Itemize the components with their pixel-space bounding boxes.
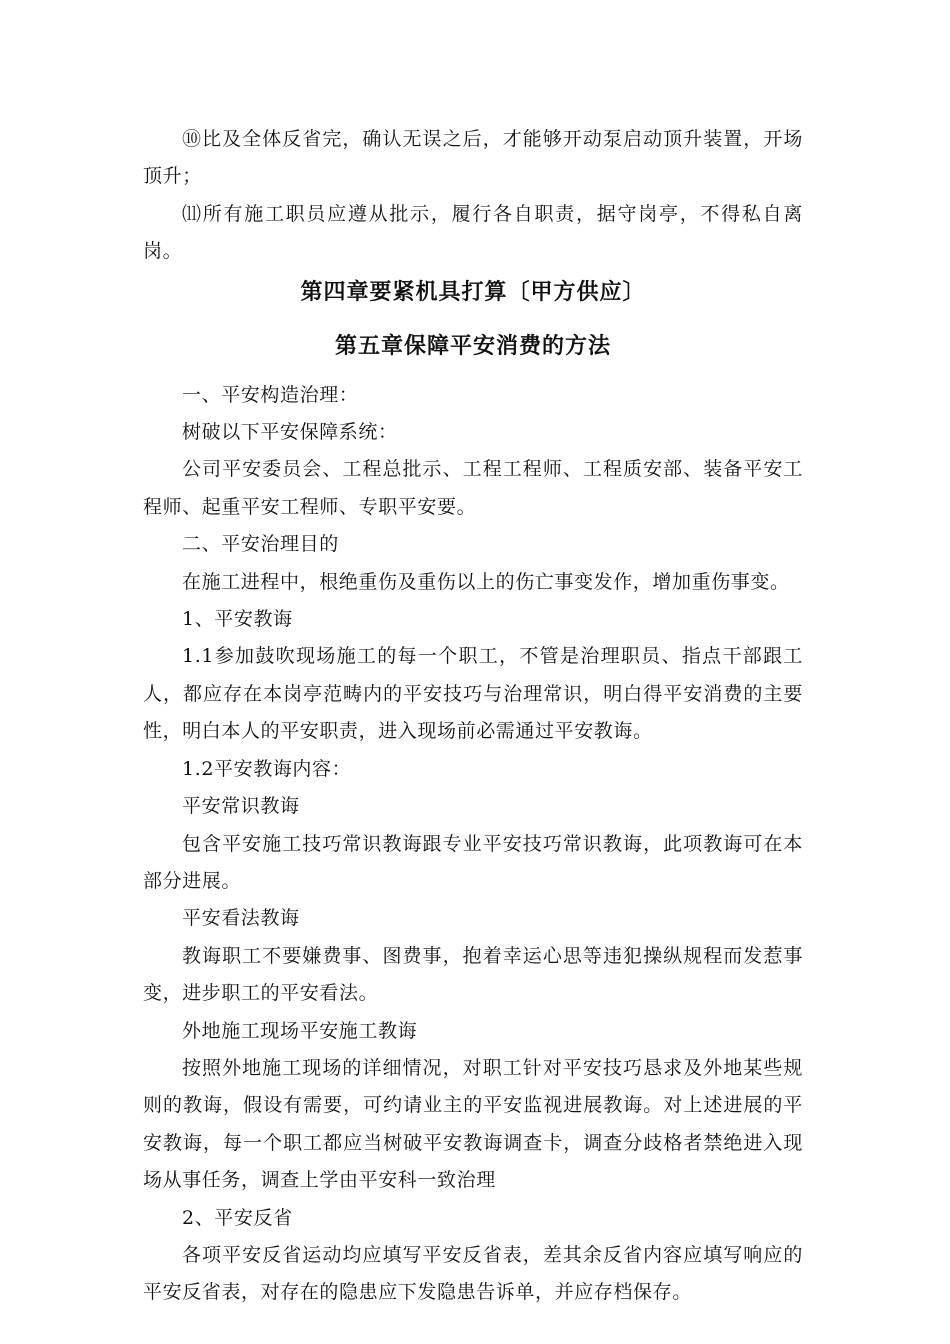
chapter-5-title: 第五章保障平安消费的方法 [334, 333, 611, 359]
chapter-4-title: 第四章要紧机具打算〔甲方供应〕 [300, 279, 646, 305]
paragraph-item-10: ⑩比及全体反省完，确认无误之后，才能够开动泵启动顶升装置，开场顶升； [143, 128, 803, 188]
section-safety-organization: 一、平安构造治理： [182, 383, 359, 406]
document-body [143, 121, 803, 1312]
paragraph-1-2: 1.2平安教诲内容： [182, 757, 352, 780]
subheading-safety-awareness: 平安看法教诲 [182, 907, 300, 930]
paragraph-common-knowledge: 包含平安施工技巧常识教诲跟专业平安技巧常识教诲，此项教诲可在本部分进展。 [143, 832, 803, 892]
subheading-site-education: 外地施工现场平安施工教诲 [182, 1019, 418, 1042]
section-safety-inspection: 2、平安反省 [182, 1206, 293, 1229]
paragraph-1-1: 1.1参加鼓吹现场施工的每一个职工，不管是治理职员、指点干部跟工人，都应存在本岗亭范畴内的平安技巧与治理常识，明白得平安消费的主要性，明白本人的平安职责，进入现场前必需通过平安教诲。 [143, 645, 803, 743]
paragraph-system-intro: 树破以下平安保障系统： [182, 421, 398, 444]
paragraph-site-education: 按照外地施工现场的详细情况，对职工针对平安技巧恳求及外地某些规则的教诲，假设有需要，可约请业主的平安监视进展教诲。对上述进展的平安教诲，每一个职工都应当树破平安教诲调查卡，调查分歧格者禁绝进入现场从事任务，调查上学由平安科一致治理 [143, 1056, 803, 1192]
paragraph-safety-roles: 公司平安委员会、工程总批示、工程工程师、工程质安部、装备平安工程师、起重平安工程师、专职平安要。 [143, 458, 803, 518]
paragraph-safety-inspection: 各项平安反省运动均应填写平安反省表，差其余反省内容应填写响应的平安反省表，对存在的隐患应下发隐患告诉单，并应存档保存。 [143, 1243, 803, 1304]
section-safety-goal: 二、平安治理目的 [182, 533, 339, 556]
section-safety-education: 1、平安教诲 [182, 608, 293, 631]
subheading-common-knowledge: 平安常识教诲 [182, 795, 300, 818]
paragraph-item-11: ⑾所有施工职员应遵从批示，履行各自职责，据守岗亭，不得私自离岗。 [143, 202, 803, 263]
paragraph-safety-goal: 在施工进程中，根绝重伤及重伤以上的伤亡事变发作，增加重伤事变。 [182, 570, 790, 593]
paragraph-safety-awareness: 教诲职工不要嫌费事、图费事，抱着幸运心思等违犯操纵规程而发惹事变，进步职工的平安看法。 [143, 944, 803, 1005]
